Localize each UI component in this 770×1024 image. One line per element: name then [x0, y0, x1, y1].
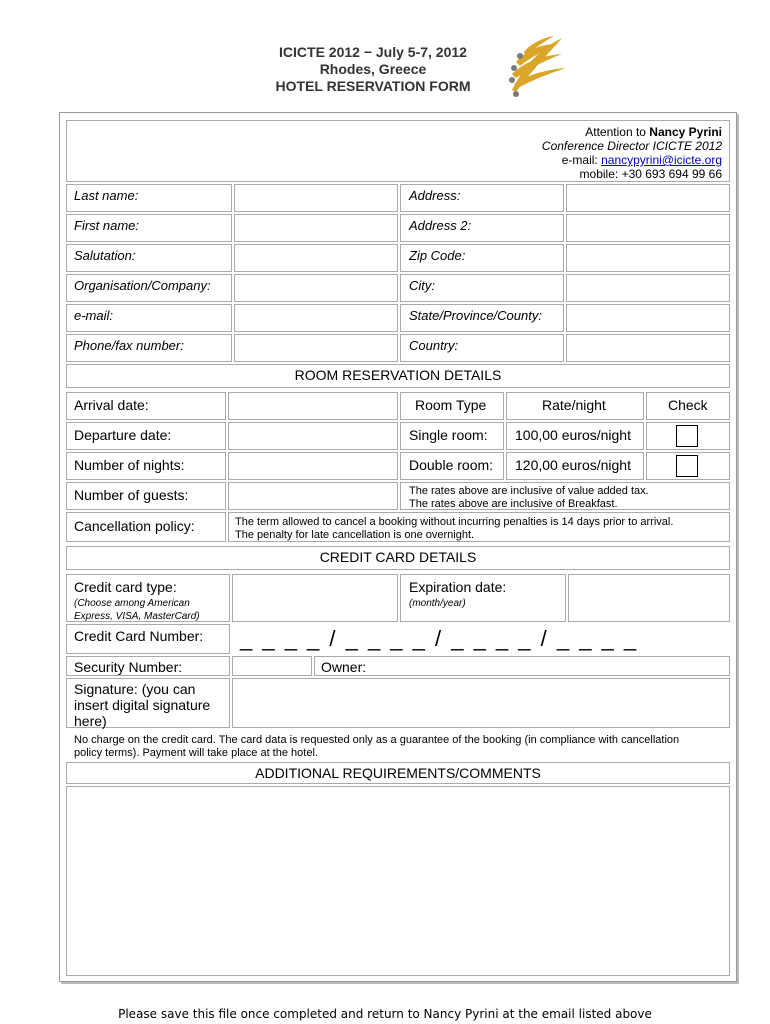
guests-input[interactable] [228, 482, 398, 510]
departure-label: Departure date: [74, 427, 172, 443]
email-prefix: e-mail: [561, 153, 602, 167]
phone-input[interactable] [234, 334, 398, 362]
cancellation-note-line-1: The term allowed to cancel a booking without incurring penalties is 14 days prior to arrival. [235, 516, 674, 528]
expiration-input[interactable] [568, 574, 730, 622]
organisation-input[interactable] [234, 274, 398, 302]
contact-mobile: mobile: +30 693 694 99 66 [579, 167, 722, 181]
email-input[interactable] [234, 304, 398, 332]
card-type-label: Credit card type: [74, 579, 177, 595]
address2-label: Address 2: [409, 218, 472, 233]
card-type-hint-line-1: (Choose among American [74, 598, 190, 609]
phone-label: Phone/fax number: [74, 338, 184, 353]
security-input[interactable] [232, 656, 312, 676]
header-line-3: HOTEL RESERVATION FORM [275, 78, 471, 94]
double-room-checkbox[interactable] [676, 455, 698, 477]
address-input[interactable] [566, 184, 730, 212]
security-label: Security Number: [74, 659, 183, 675]
charge-note [74, 734, 679, 760]
nights-label: Number of nights: [74, 457, 185, 473]
attention-name: Nancy Pyrini [649, 125, 722, 139]
room-section-title: ROOM RESERVATION DETAILS [294, 367, 502, 383]
departure-input[interactable] [228, 422, 398, 450]
header-line-2: Rhodes, Greece [319, 61, 427, 77]
arrival-input[interactable] [228, 392, 398, 420]
card-section-title: CREDIT CARD DETAILS [319, 549, 477, 565]
expiration-hint: (month/year) [409, 598, 466, 609]
card-number-label: Credit Card Number: [74, 628, 204, 644]
zip-input[interactable] [566, 244, 730, 272]
header-line-1: ICICTE 2012 − July 5-7, 2012 [279, 44, 467, 60]
expiration-label: Expiration date: [409, 579, 507, 595]
first-name-input[interactable] [234, 214, 398, 242]
attention-prefix: Attention to [585, 125, 650, 139]
signature-input[interactable] [232, 678, 730, 728]
owner-label: Owner: [321, 659, 367, 675]
comments-input[interactable] [66, 786, 730, 976]
double-room-label: Double room: [409, 457, 494, 473]
guests-label: Number of guests: [74, 487, 189, 503]
vat-note [409, 485, 649, 511]
last-name-label: Last name: [74, 188, 139, 203]
single-room-checkbox[interactable] [676, 425, 698, 447]
rate-header: Rate/night [542, 397, 606, 413]
arrival-label: Arrival date: [74, 397, 149, 413]
attention-role: Conference Director ICICTE 2012 [541, 139, 722, 153]
signature-label-line-3: here) [74, 713, 107, 729]
contact-email-link[interactable]: nancypyrini@icicte.org [601, 153, 722, 167]
leaf-swirl-logo-icon [502, 30, 574, 102]
vat-note-line-2: The rates above are inclusive of Breakfast. [409, 498, 618, 510]
card-type-hint-line-2: Express, VISA, MasterCard) [74, 611, 200, 622]
double-rate: 120,00 euros/night [515, 457, 631, 473]
footer-instruction: Please save this file once completed and return to Nancy Pyrini at the email listed above [118, 1007, 652, 1021]
charge-note-line-2: policy terms). Payment will take place at the hotel. [74, 747, 318, 759]
comments-section-title: ADDITIONAL REQUIREMENTS/COMMENTS [255, 765, 541, 781]
country-label: Country: [409, 338, 459, 353]
vat-note-line-1: The rates above are inclusive of value added tax. [409, 485, 649, 497]
signature-label [74, 681, 210, 729]
single-rate: 100,00 euros/night [515, 427, 631, 443]
address-label: Address: [409, 188, 461, 203]
last-name-input[interactable] [234, 184, 398, 212]
owner-cell[interactable] [314, 656, 730, 676]
cancellation-note-line-2: The penalty for late cancellation is one overnight. [235, 529, 475, 541]
signature-label-line-1: Signature: (you can [74, 681, 196, 697]
single-room-label: Single room: [409, 427, 488, 443]
city-label: City: [409, 278, 435, 293]
card-type-hint [74, 597, 200, 623]
salutation-input[interactable] [234, 244, 398, 272]
cancellation-note [235, 516, 673, 542]
charge-note-line-1: No charge on the credit card. The card data is requested only as a guarantee of the booking (in compliance with cancellation [74, 734, 680, 746]
state-label: State/Province/County: [409, 308, 542, 323]
attention-block [542, 125, 722, 181]
cancellation-label: Cancellation policy: [74, 518, 195, 534]
first-name-label: First name: [74, 218, 140, 233]
form-header [200, 44, 546, 95]
state-input[interactable] [566, 304, 730, 332]
check-header: Check [668, 397, 708, 413]
signature-label-line-2: insert digital signature [74, 697, 211, 713]
card-type-input[interactable] [232, 574, 398, 622]
organisation-label: Organisation/Company: [74, 278, 211, 293]
salutation-label: Salutation: [74, 248, 136, 263]
room-type-header: Room Type [415, 397, 487, 413]
country-input[interactable] [566, 334, 730, 362]
zip-label: Zip Code: [409, 248, 466, 263]
address2-input[interactable] [566, 214, 730, 242]
email-label: e-mail: [74, 308, 114, 323]
city-input[interactable] [566, 274, 730, 302]
nights-input[interactable] [228, 452, 398, 480]
card-number-input[interactable]: _ _ _ _ / _ _ _ _ / _ _ _ _ / _ _ _ _ [240, 626, 639, 651]
